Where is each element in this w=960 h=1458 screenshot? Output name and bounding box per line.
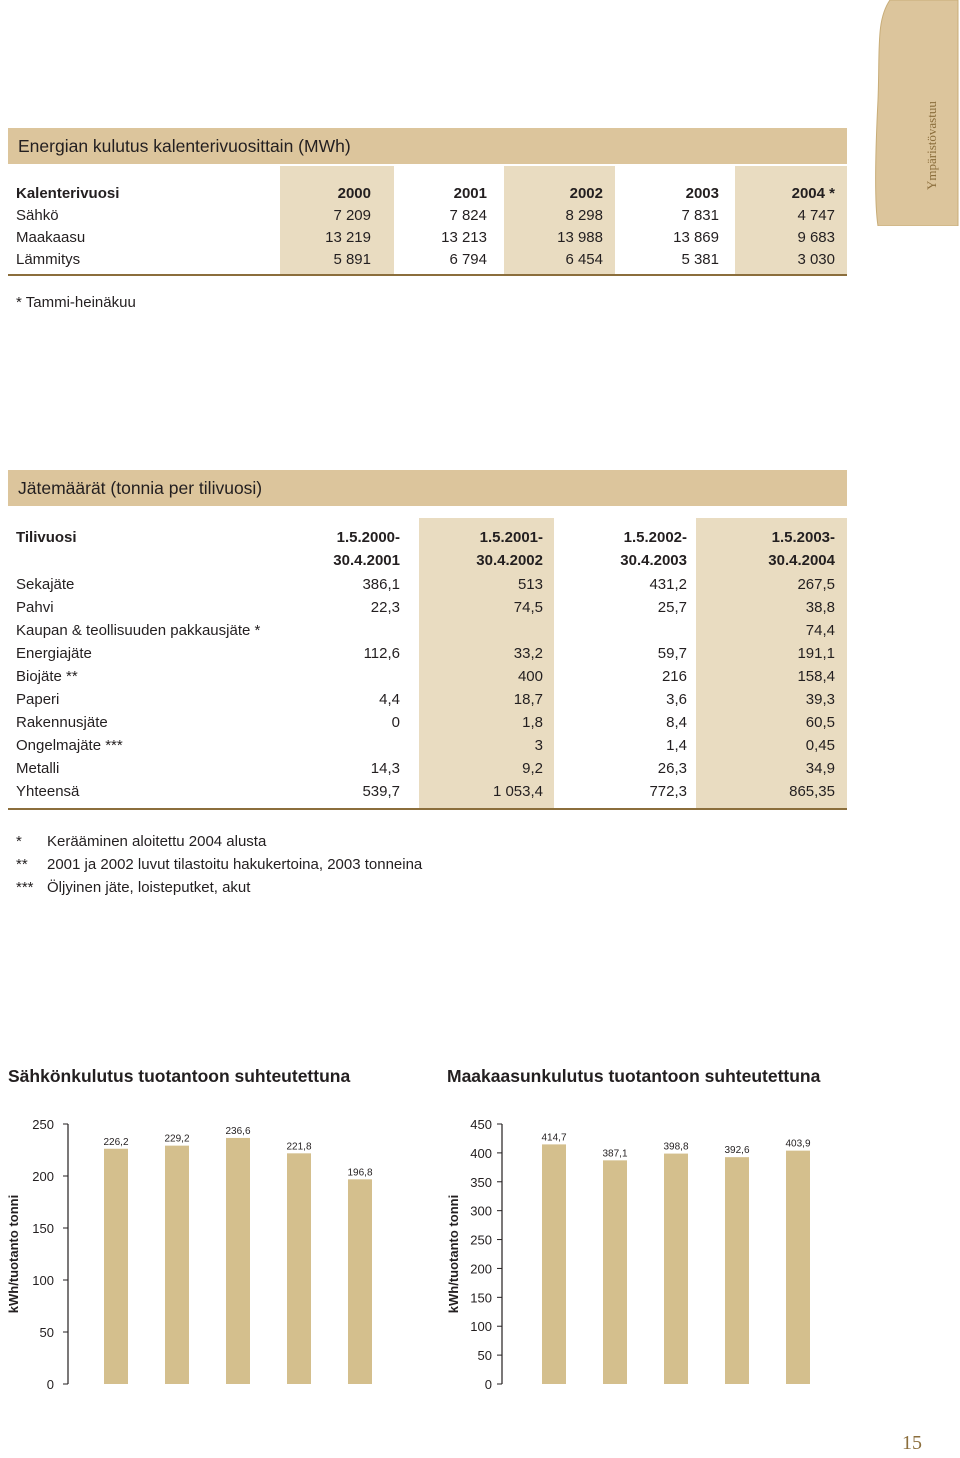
table-cell: 18,7 <box>513 691 543 708</box>
table-cell: 158,4 <box>797 668 835 685</box>
footnote-text: Kerääminen aloitettu 2004 alusta <box>47 833 267 850</box>
y-tick-label: 0 <box>46 1377 54 1392</box>
data-label: 236,6 <box>225 1125 251 1137</box>
table-cell: 1 053,4 <box>492 783 543 800</box>
period-start: 1.5.2000- <box>336 529 400 546</box>
footnote-mark: ** <box>16 856 28 873</box>
side-tab-label: Ympäristövastuu <box>924 101 939 190</box>
row-label: Rakennusjäte <box>16 714 108 731</box>
table-cell: 3 <box>534 737 543 754</box>
table-cell: 431,2 <box>649 576 687 593</box>
table-row <box>8 227 847 249</box>
y-tick-label: 200 <box>32 1169 54 1184</box>
table-cell: 13 213 <box>441 229 487 246</box>
y-tick-label: 250 <box>32 1117 54 1132</box>
bar <box>725 1157 749 1384</box>
table-cell: 74,4 <box>805 622 835 639</box>
data-label: 414,7 <box>541 1132 567 1144</box>
waste-section-title: Jätemäärät (tonnia per tilivuosi) <box>8 470 847 506</box>
table-cell: 8 298 <box>565 207 603 224</box>
bar <box>348 1179 372 1384</box>
row-label: Pahvi <box>16 599 54 616</box>
waste-header-row-2 <box>8 549 847 572</box>
row-label: Ongelmajäte *** <box>16 737 123 754</box>
data-label: 229,2 <box>164 1133 190 1145</box>
table-cell: 1,8 <box>522 714 543 731</box>
period-end: 30.4.2001 <box>333 552 400 569</box>
table-cell: 539,7 <box>362 783 400 800</box>
energy-year: 2001 <box>453 185 487 202</box>
table-cell: 772,3 <box>649 783 687 800</box>
energy-year: 2003 <box>685 185 719 202</box>
y-tick-label: 300 <box>470 1203 492 1219</box>
table-cell: 6 454 <box>565 251 603 268</box>
table-cell: 5 891 <box>333 251 371 268</box>
table-row <box>8 711 847 734</box>
chart-title-gas: Maakaasunkulutus tuotantoon suhteutettuna <box>447 1066 821 1086</box>
waste-table <box>8 518 847 810</box>
energy-year: 2004 * <box>791 185 835 202</box>
footnote-mark: * <box>16 833 22 850</box>
y-tick-label: 250 <box>470 1232 492 1248</box>
energy-header-row <box>8 183 847 205</box>
row-label: Yhteensä <box>16 783 80 800</box>
data-label: 226,2 <box>103 1136 129 1148</box>
y-tick-label: 100 <box>32 1273 54 1288</box>
table-cell: 1,4 <box>666 737 687 754</box>
table-cell: 8,4 <box>666 714 687 731</box>
y-tick-label: 0 <box>484 1377 492 1392</box>
bar <box>104 1149 128 1384</box>
table-cell: 33,2 <box>513 645 543 662</box>
table-cell: 513 <box>517 576 543 593</box>
bar <box>664 1154 688 1384</box>
table-row <box>8 573 847 596</box>
table-row <box>8 642 847 665</box>
table-cell: 6 794 <box>449 251 487 268</box>
energy-year: 2000 <box>337 185 371 202</box>
y-axis-label: kWh/tuotanto tonni <box>6 1194 21 1314</box>
row-label: Biojäte ** <box>16 668 78 685</box>
period-start: 1.5.2002- <box>623 529 687 546</box>
data-label: 403,9 <box>785 1138 811 1150</box>
table-cell: 13 988 <box>557 229 603 246</box>
table-cell: 216 <box>661 668 687 685</box>
y-tick-label: 50 <box>39 1325 54 1340</box>
table-cell: 22,3 <box>370 599 400 616</box>
table-cell: 3,6 <box>666 691 687 708</box>
gas-chart-svg <box>440 1100 860 1400</box>
table-row <box>8 619 847 642</box>
data-label: 398,8 <box>663 1141 689 1153</box>
table-cell: 7 831 <box>681 207 719 224</box>
table-row <box>8 205 847 227</box>
table-row <box>8 249 847 271</box>
period-start: 1.5.2001- <box>479 529 543 546</box>
row-label: Sähkö <box>16 207 59 224</box>
data-label: 196,8 <box>347 1167 373 1179</box>
table-cell: 4,4 <box>379 691 400 708</box>
table-cell: 191,1 <box>797 645 835 662</box>
table-cell: 39,3 <box>805 691 835 708</box>
chart-title-electricity: Sähkönkulutus tuotantoon suhteutettuna <box>8 1066 351 1086</box>
row-label: Metalli <box>16 760 60 777</box>
table-row <box>8 757 847 780</box>
table-cell: 14,3 <box>370 760 400 777</box>
energy-section-title: Energian kulutus kalenterivuosittain (MWh) <box>8 128 847 164</box>
table-cell: 5 381 <box>681 251 719 268</box>
side-tab <box>870 0 960 226</box>
table-cell: 25,7 <box>657 599 687 616</box>
waste-header-label: Tilivuosi <box>16 529 77 546</box>
period-end: 30.4.2003 <box>620 552 687 569</box>
y-axis-label: kWh/tuotanto tonni <box>446 1194 461 1314</box>
y-tick-label: 100 <box>470 1319 492 1335</box>
energy-header-label: Kalenterivuosi <box>16 185 120 202</box>
table-cell: 3 030 <box>797 251 835 268</box>
row-label: Maakaasu <box>16 229 86 246</box>
period-start: 1.5.2003- <box>771 529 835 546</box>
table-cell: 38,8 <box>805 599 835 616</box>
y-tick-label: 350 <box>470 1174 492 1190</box>
waste-header-row <box>8 526 847 549</box>
table-cell: 7 824 <box>449 207 487 224</box>
table-cell: 400 <box>517 668 543 685</box>
energy-table <box>8 166 847 276</box>
table-cell: 0,45 <box>805 737 835 754</box>
footnote-mark: *** <box>16 879 34 896</box>
table-cell: 865,35 <box>789 783 835 800</box>
page-number: 15 <box>902 1432 922 1454</box>
table-row <box>8 688 847 711</box>
table-row <box>8 596 847 619</box>
table-cell: 112,6 <box>363 645 400 662</box>
y-tick-label: 450 <box>470 1117 492 1132</box>
row-label: Energiajäte <box>16 645 92 662</box>
table-cell: 13 219 <box>325 229 371 246</box>
y-tick-label: 150 <box>470 1290 492 1306</box>
period-end: 30.4.2004 <box>768 552 835 569</box>
electricity-chart <box>0 1100 420 1400</box>
bar <box>786 1151 810 1384</box>
period-end: 30.4.2002 <box>476 552 543 569</box>
y-tick-label: 50 <box>477 1348 492 1364</box>
table-cell: 74,5 <box>513 599 543 616</box>
row-label: Kaupan & teollisuuden pakkausjäte * <box>16 622 261 639</box>
electricity-chart-svg <box>0 1100 420 1400</box>
table-row <box>8 780 847 803</box>
energy-year: 2002 <box>569 185 603 202</box>
table-row <box>8 665 847 688</box>
table-cell: 9 683 <box>797 229 835 246</box>
table-cell: 267,5 <box>797 576 835 593</box>
table-bottom-rule <box>8 808 847 810</box>
table-cell: 34,9 <box>805 760 835 777</box>
y-tick-label: 400 <box>470 1145 492 1161</box>
data-label: 387,1 <box>602 1148 628 1160</box>
bar <box>226 1138 250 1384</box>
table-cell: 59,7 <box>657 645 687 662</box>
table-bottom-rule <box>8 274 847 276</box>
bar <box>165 1146 189 1384</box>
row-label: Lämmitys <box>16 251 81 268</box>
table-cell: 4 747 <box>797 207 835 224</box>
gas-chart <box>440 1100 860 1400</box>
table-cell: 0 <box>391 714 400 731</box>
y-tick-label: 150 <box>32 1221 54 1236</box>
energy-note: * Tammi-heinäkuu <box>16 294 136 311</box>
table-cell: 9,2 <box>522 760 543 777</box>
bar <box>287 1153 311 1384</box>
row-label: Sekajäte <box>16 576 75 593</box>
table-cell: 7 209 <box>333 207 371 224</box>
bar <box>542 1144 566 1384</box>
footnote-text: Öljyinen jäte, loisteputket, akut <box>47 879 251 896</box>
row-label: Paperi <box>16 691 60 708</box>
bar <box>603 1160 627 1384</box>
data-label: 392,6 <box>724 1145 750 1157</box>
table-cell: 13 869 <box>673 229 719 246</box>
data-label: 221,8 <box>286 1141 312 1153</box>
footnote-text: 2001 ja 2002 luvut tilastoitu hakukertoina, 2003 tonneina <box>47 856 423 873</box>
y-tick-label: 200 <box>470 1261 492 1277</box>
table-cell: 26,3 <box>657 760 687 777</box>
table-cell: 60,5 <box>805 714 835 731</box>
table-row <box>8 734 847 757</box>
table-cell: 386,1 <box>362 576 400 593</box>
